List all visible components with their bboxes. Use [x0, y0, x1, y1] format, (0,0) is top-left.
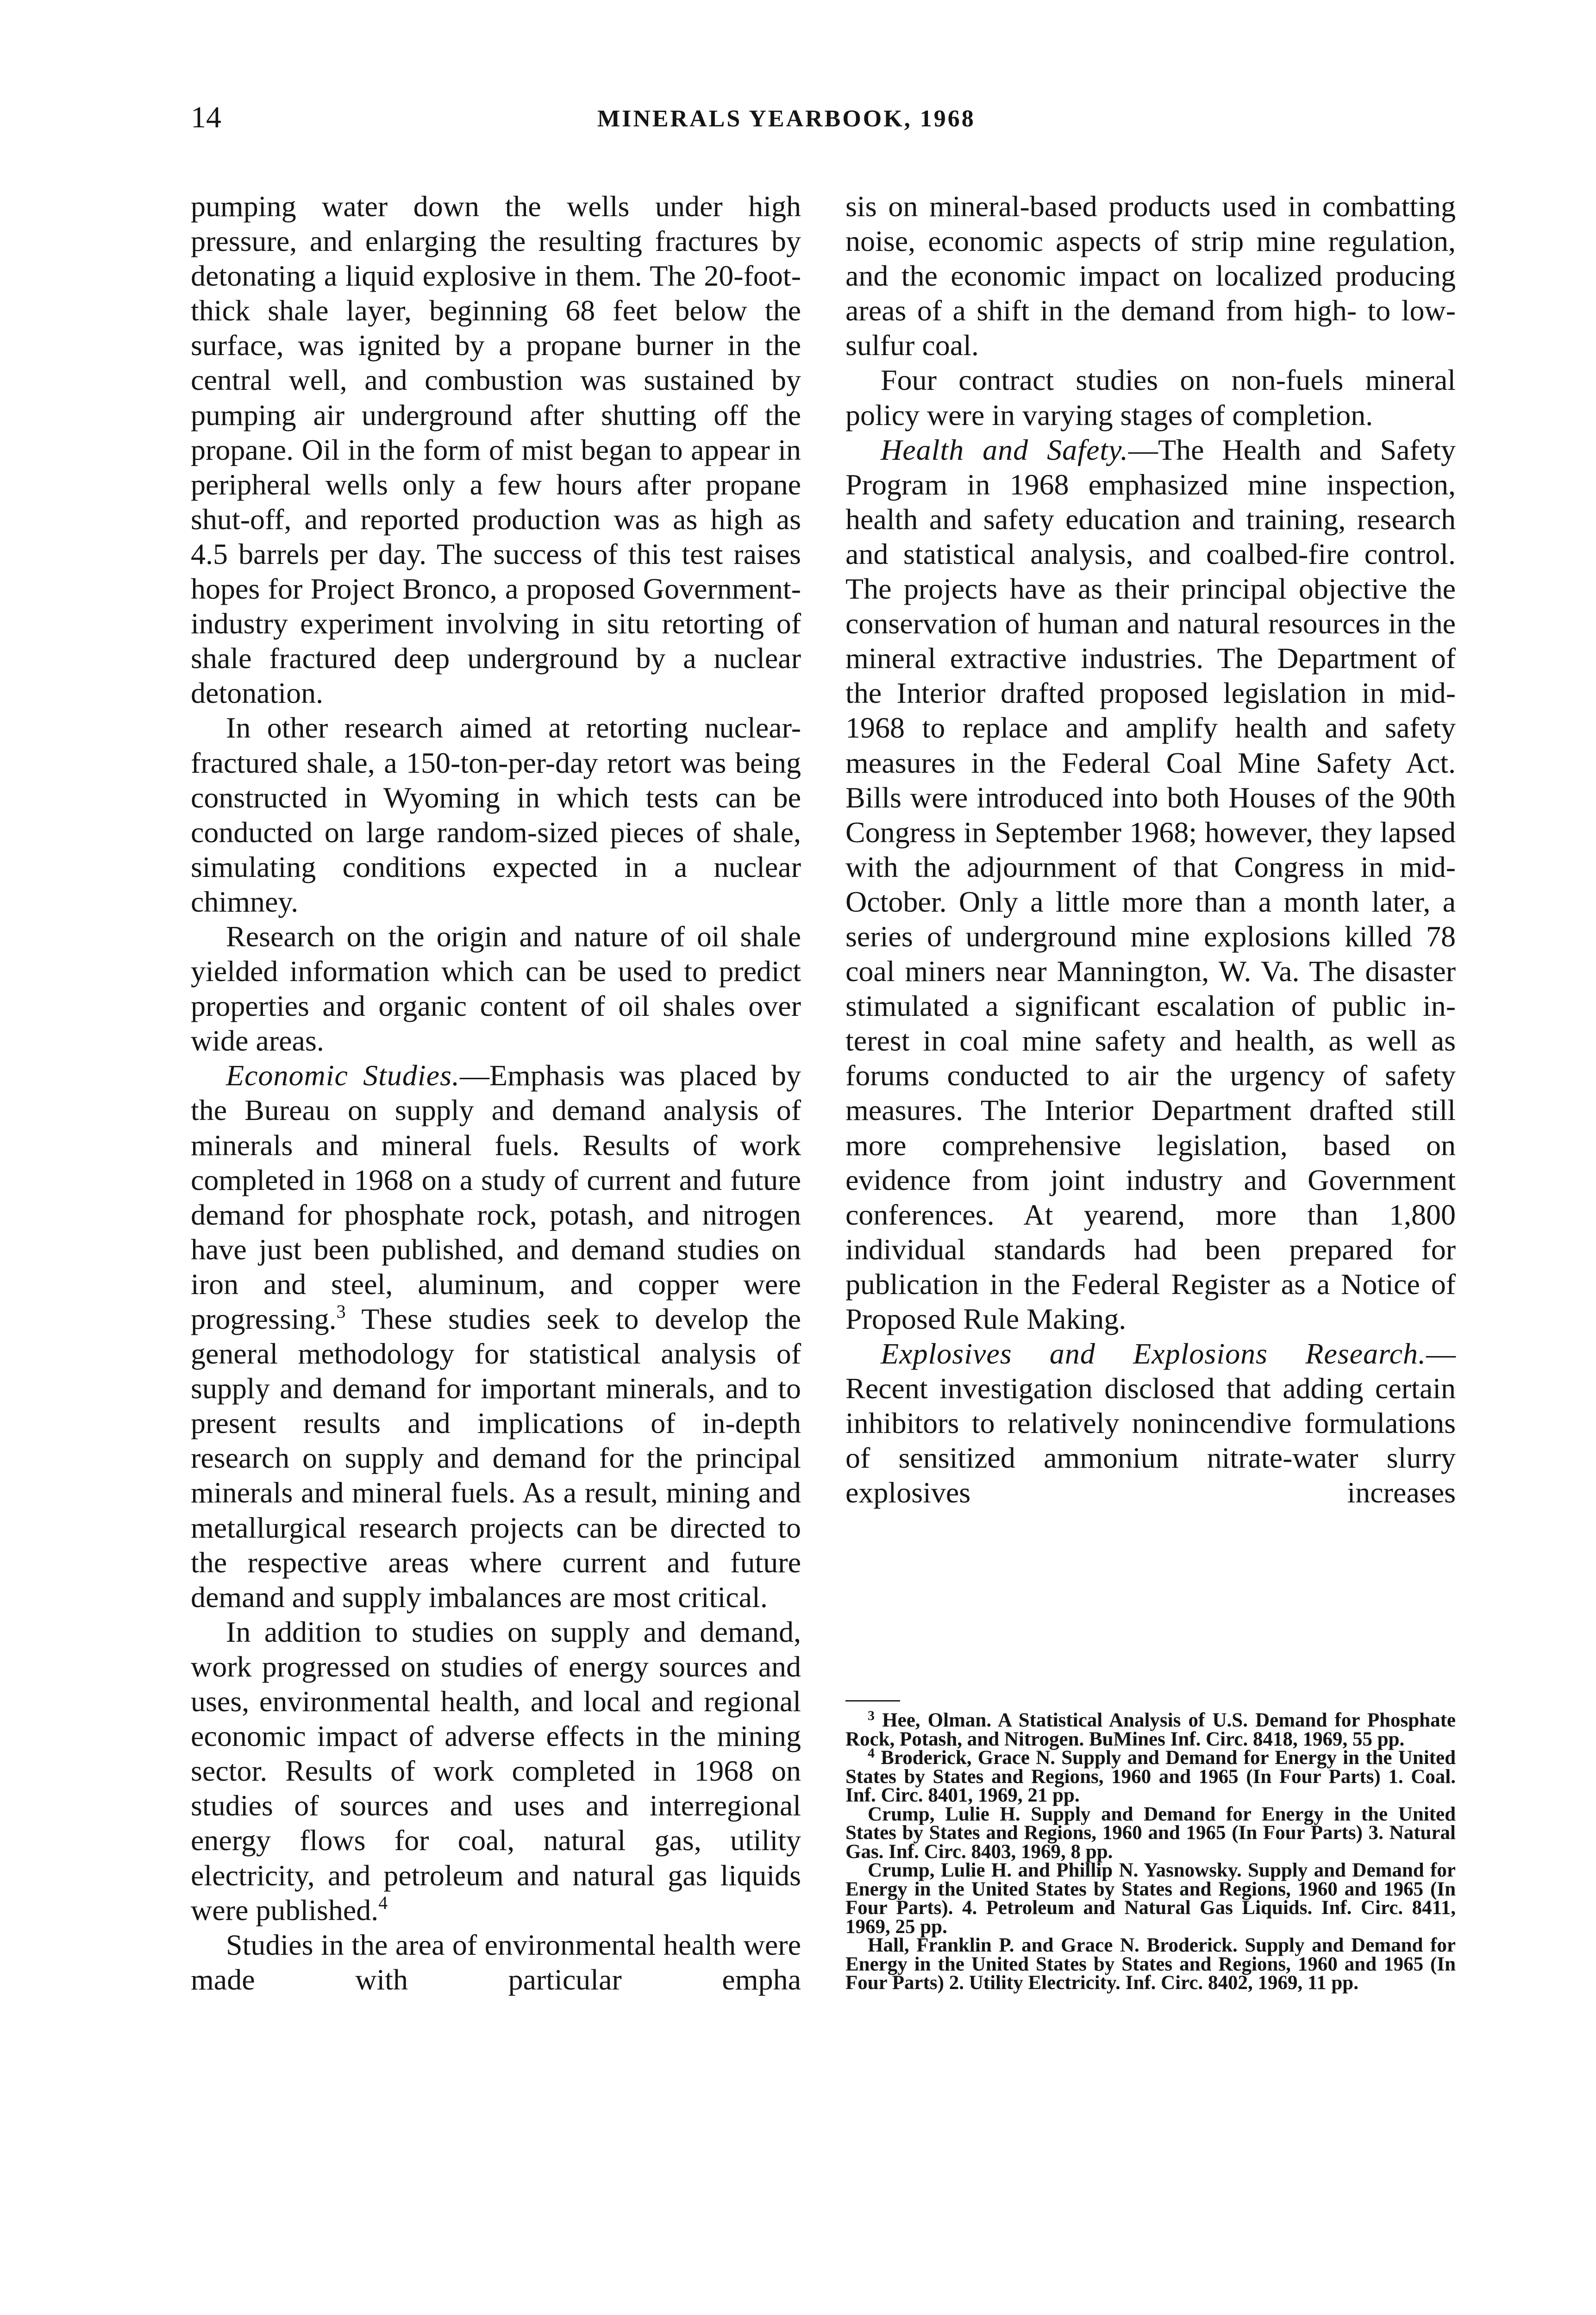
footnote-mark: 4: [868, 1746, 875, 1761]
paragraph-explosives-research: [845, 1336, 1456, 1510]
paragraph-text: These studies seek to develop the general methodology for statistical analysis of supply and demand for important minerals, and to present results and implications of in-depth research on supply and demand for the principal minerals and mineral fuels. As a result, mining and metallurgical research projects can be directed to the respective areas where current and future demand and supply imbalances are most critical.: [191, 1302, 801, 1614]
section-heading: Economic Studies.: [226, 1059, 460, 1092]
footnote-continuation: Crump, Lulie H. Supply and Demand for Energy in the United States by States and Regions, 1960 and 1965 (In Four Parts) 3. Natural Gas. Inf. Circ. 8403, 1969, 8 pp.: [845, 1803, 1456, 1863]
paragraph: sis on mineral-based products used in combatting noise, economic aspects of strip mine regulation, and the economic impact on localized producing areas of a shift in the demand from high- to low-sulfur coal.: [845, 190, 1456, 362]
section-heading: Explosives and Explosions Research.: [881, 1337, 1426, 1370]
paragraph: In other research aimed at retorting nuclear-fractured shale, a 150-ton-per-day retort was being constructed in Wyoming in which tests can be conducted on large random-sized pieces of shale, simulating conditions expected in a nuclear chimney.: [191, 711, 801, 918]
footnote-rule: [845, 1700, 900, 1702]
paragraph-text: — Recent investigation disclosed that adding certain inhibitors to relatively nonincendive formulations of sensitized ammonium nitrate-water slurry explosives increases: [845, 1337, 1456, 1509]
paragraph: Research on the origin and nature of oil shale yielded information which can be used to predict properties and organic content of oil shales over wide areas.: [191, 920, 801, 1057]
section-heading: Health and Safety.: [881, 433, 1129, 466]
paragraph: pumping water down the wells under high pressure, and enlarging the resulting fractures by detonating a liquid explosive in them. The 20-foot-thick shale layer, beginning 68 feet below the surface, was ignited by a propane burner in the central well, and combustion was sustained by pumping air underground after shutting off the propane. Oil in the form of mist began to appear in peripheral wells only a few hours after propane shut-off, and reported production was as high as 4.5 barrels per day. The success of this test raises hopes for Project Bronco, a proposed Government-industry experiment involving in situ retorting of shale fractured deep underground by a nuclear detonation.: [191, 190, 801, 710]
footnote-ref: 3: [336, 1301, 346, 1322]
footnotes: [845, 1708, 1456, 1994]
footnote-continuation: Crump, Lulie H. and Phillip N. Yasnowsky. Supply and Demand for Energy in the United States by States and Regions, 1960 and 1965 (In Four Parts). 4. Petroleum and Natural Gas Liquids. Inf. Circ. 8411, 1969, 25 pp.: [845, 1859, 1456, 1938]
paragraph: Four contract studies on non-fuels mineral policy were in varying stages of completion.: [845, 363, 1456, 432]
running-head: MINERALS YEARBOOK, 1968: [597, 106, 976, 132]
footnote-text: Broderick, Grace N. Supply and Demand for Energy in the United States by States and Regions, 1960 and 1965 (In Four Parts) 1. Coal. Inf. Circ. 8401, 1969, 21 pp.: [845, 1747, 1456, 1806]
page-number: 14: [191, 100, 221, 134]
paragraph-health-safety: [845, 432, 1456, 1336]
left-column: [191, 189, 801, 1997]
paragraph-text: —Emphasis was placed by the Bureau on supply and demand analysis of minerals and mineral fuels. Results of work completed in 1968 on a study of current and future demand for phosphate rock, potash, and nitrogen have just been published, and demand studies on iron and steel, aluminum, and copper were progressing.: [191, 1059, 801, 1335]
paragraph-text: In addition to studies on supply and demand, work progressed on studies of energy sources and uses, environmental health, and local and regional economic impact of adverse effects in the mining sector. Results of work completed in 1968 on studies of sources and uses and interregional energy flows for coal, natural gas, utility electricity, and petroleum and natural gas liquids were published.: [191, 1615, 801, 1927]
footnote: [845, 1746, 1456, 1806]
paragraph: Studies in the area of environmental health were made with particular empha: [191, 1928, 801, 1996]
paragraph: [191, 1614, 801, 1927]
paragraph-economic-studies: [191, 1058, 801, 1614]
footnote-continuation: Hall, Franklin P. and Grace N. Broderick. Supply and Demand for Energy in the United States by States and Regions, 1960 and 1965 (In Four Parts) 2. Utility Electricity. Inf. Circ. 8402, 1969, 11 pp.: [845, 1934, 1456, 1994]
footnote-mark: 3: [868, 1708, 875, 1723]
footnote-text: Hee, Olman. A Statistical Analysis of U.S. Demand for Phosphate Rock, Potash, and Nitrogen. BuMines Inf. Circ. 8418, 1969, 55 pp.: [845, 1709, 1456, 1750]
right-column: [845, 189, 1456, 1510]
paragraph-text: —The Health and Safety Program in 1968 emphasized mine inspection, health and safety education and training, research and statistical analysis, and coalbed-fire control. The projects have as their principal objective the conservation of human and natural resources in the mineral extractive industries. The Department of the Interior drafted proposed legislation in mid-1968 to replace and amplify health and safety measures in the Federal Coal Mine Safety Act. Bills were introduced into both Houses of the 90th Congress in September 1968; however, they lapsed with the adjournment of that Congress in mid-October. Only a little more than a month later, a series of underground mine explosions killed 78 coal miners near Mannington, W. Va. The disaster stimulated a significant escalation of public interest in coal mine safety and health, as well as forums conducted to air the urgency of safety measures. The Interior Department drafted still more comprehensive legislation, based on evidence from joint industry and Government conferences. At yearend, more than 1,800 individual standards had been prepared for publication in the Federal Register as a Notice of Proposed Rule Making.: [845, 433, 1456, 1335]
footnote-ref: 4: [378, 1892, 388, 1913]
footnote: [845, 1708, 1456, 1750]
